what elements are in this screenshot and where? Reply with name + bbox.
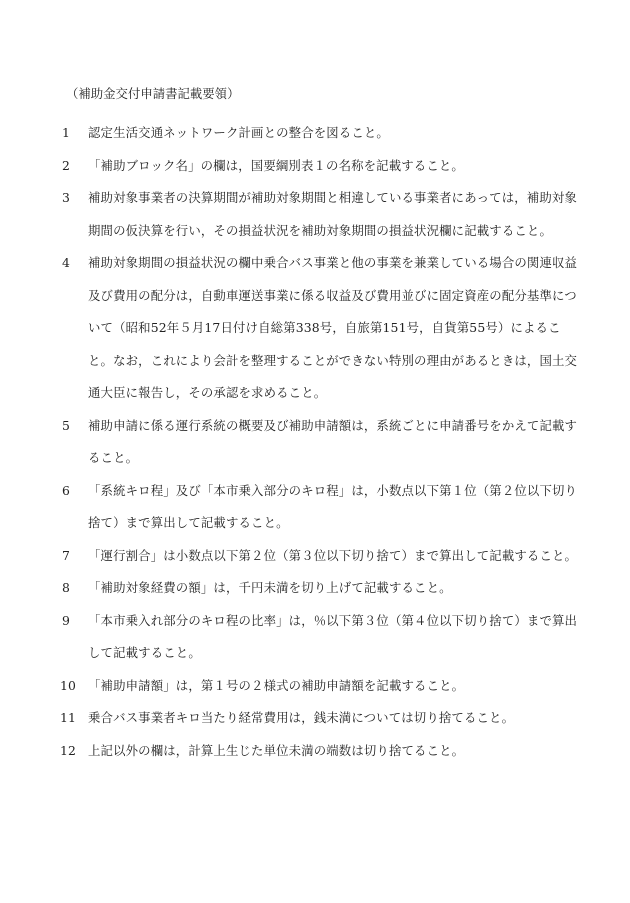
- item-number: 10: [60, 677, 77, 693]
- list-item: [62, 410, 580, 475]
- document-title: （補助金交付申請書記載要領）: [66, 86, 240, 101]
- item-number: 4: [62, 255, 71, 270]
- item-text: 上記以外の欄は，計算上生じた単位未満の端数は切り捨てること。: [88, 742, 465, 758]
- item-number: 7: [62, 547, 71, 563]
- list-item: [62, 605, 580, 670]
- item-text: 「系統キロ程」及び「本市乗入部分のキロ程」は，小数点以下第１位（第２位以下切り捨て）まで算出して記載すること。: [88, 482, 578, 530]
- list-item: [60, 735, 580, 768]
- list-item: [62, 540, 580, 573]
- item-text: 乗合バス事業者キロ当たり経常費用は，銭未満については切り捨てること。: [88, 710, 515, 725]
- list-item: [60, 670, 580, 703]
- instruction-list: [60, 117, 580, 767]
- list-item: [62, 117, 580, 150]
- item-number: 5: [62, 417, 71, 433]
- item-number: 11: [60, 710, 77, 725]
- item-text: 補助対象期間の損益状況の欄中乗合バス事業と他の事業を兼業している場合の関連収益及び費用の配分は，自動車運送事業に係る収益及び費用並びに固定資産の配分基準について（昭和52年５月17日付け自総第338号，自旅第151号，自貨第55号）によること。なお，これにより会計を整理することができない特別の理由があるときは，国土交通大臣に報告し，その承認を求めること。: [88, 255, 578, 400]
- list-item: [60, 702, 580, 735]
- item-number: 1: [62, 125, 71, 140]
- list-item: [62, 572, 580, 605]
- item-text: 「補助ブロック名」の欄は，国要綱別表１の名称を記載すること。: [88, 157, 464, 173]
- item-text: 「補助対象経費の額」は，千円未満を切り上げて記載すること。: [88, 580, 452, 595]
- item-number: 2: [62, 157, 71, 173]
- list-item: [62, 247, 580, 410]
- item-number: 12: [60, 742, 77, 758]
- item-number: 9: [62, 612, 71, 628]
- item-text: 「補助申請額」は，第１号の２様式の補助申請額を記載すること。: [88, 677, 465, 693]
- item-number: 3: [62, 190, 71, 205]
- item-text: 「運行割合」は小数点以下第２位（第３位以下切り捨て）まで算出して記載すること。: [88, 547, 578, 563]
- list-item: [62, 182, 580, 247]
- list-item: [62, 475, 580, 540]
- item-text: 「本市乗入れ部分のキロ程の比率」は，％以下第３位（第４位以下切り捨て）まで算出して記載すること。: [88, 612, 578, 660]
- list-item: [62, 150, 580, 183]
- item-number: 8: [62, 580, 71, 595]
- item-number: 6: [62, 482, 71, 498]
- item-text: 補助申請に係る運行系統の概要及び補助申請額は，系統ごとに申請番号をかえて記載すること。: [88, 417, 578, 465]
- item-text: 認定生活交通ネットワーク計画との整合を図ること。: [88, 125, 389, 140]
- item-text: 補助対象事業者の決算期間が補助対象期間と相違している事業者にあっては，補助対象期間の仮決算を行い，その損益状況を補助対象期間の損益状況欄に記載すること。: [88, 190, 577, 238]
